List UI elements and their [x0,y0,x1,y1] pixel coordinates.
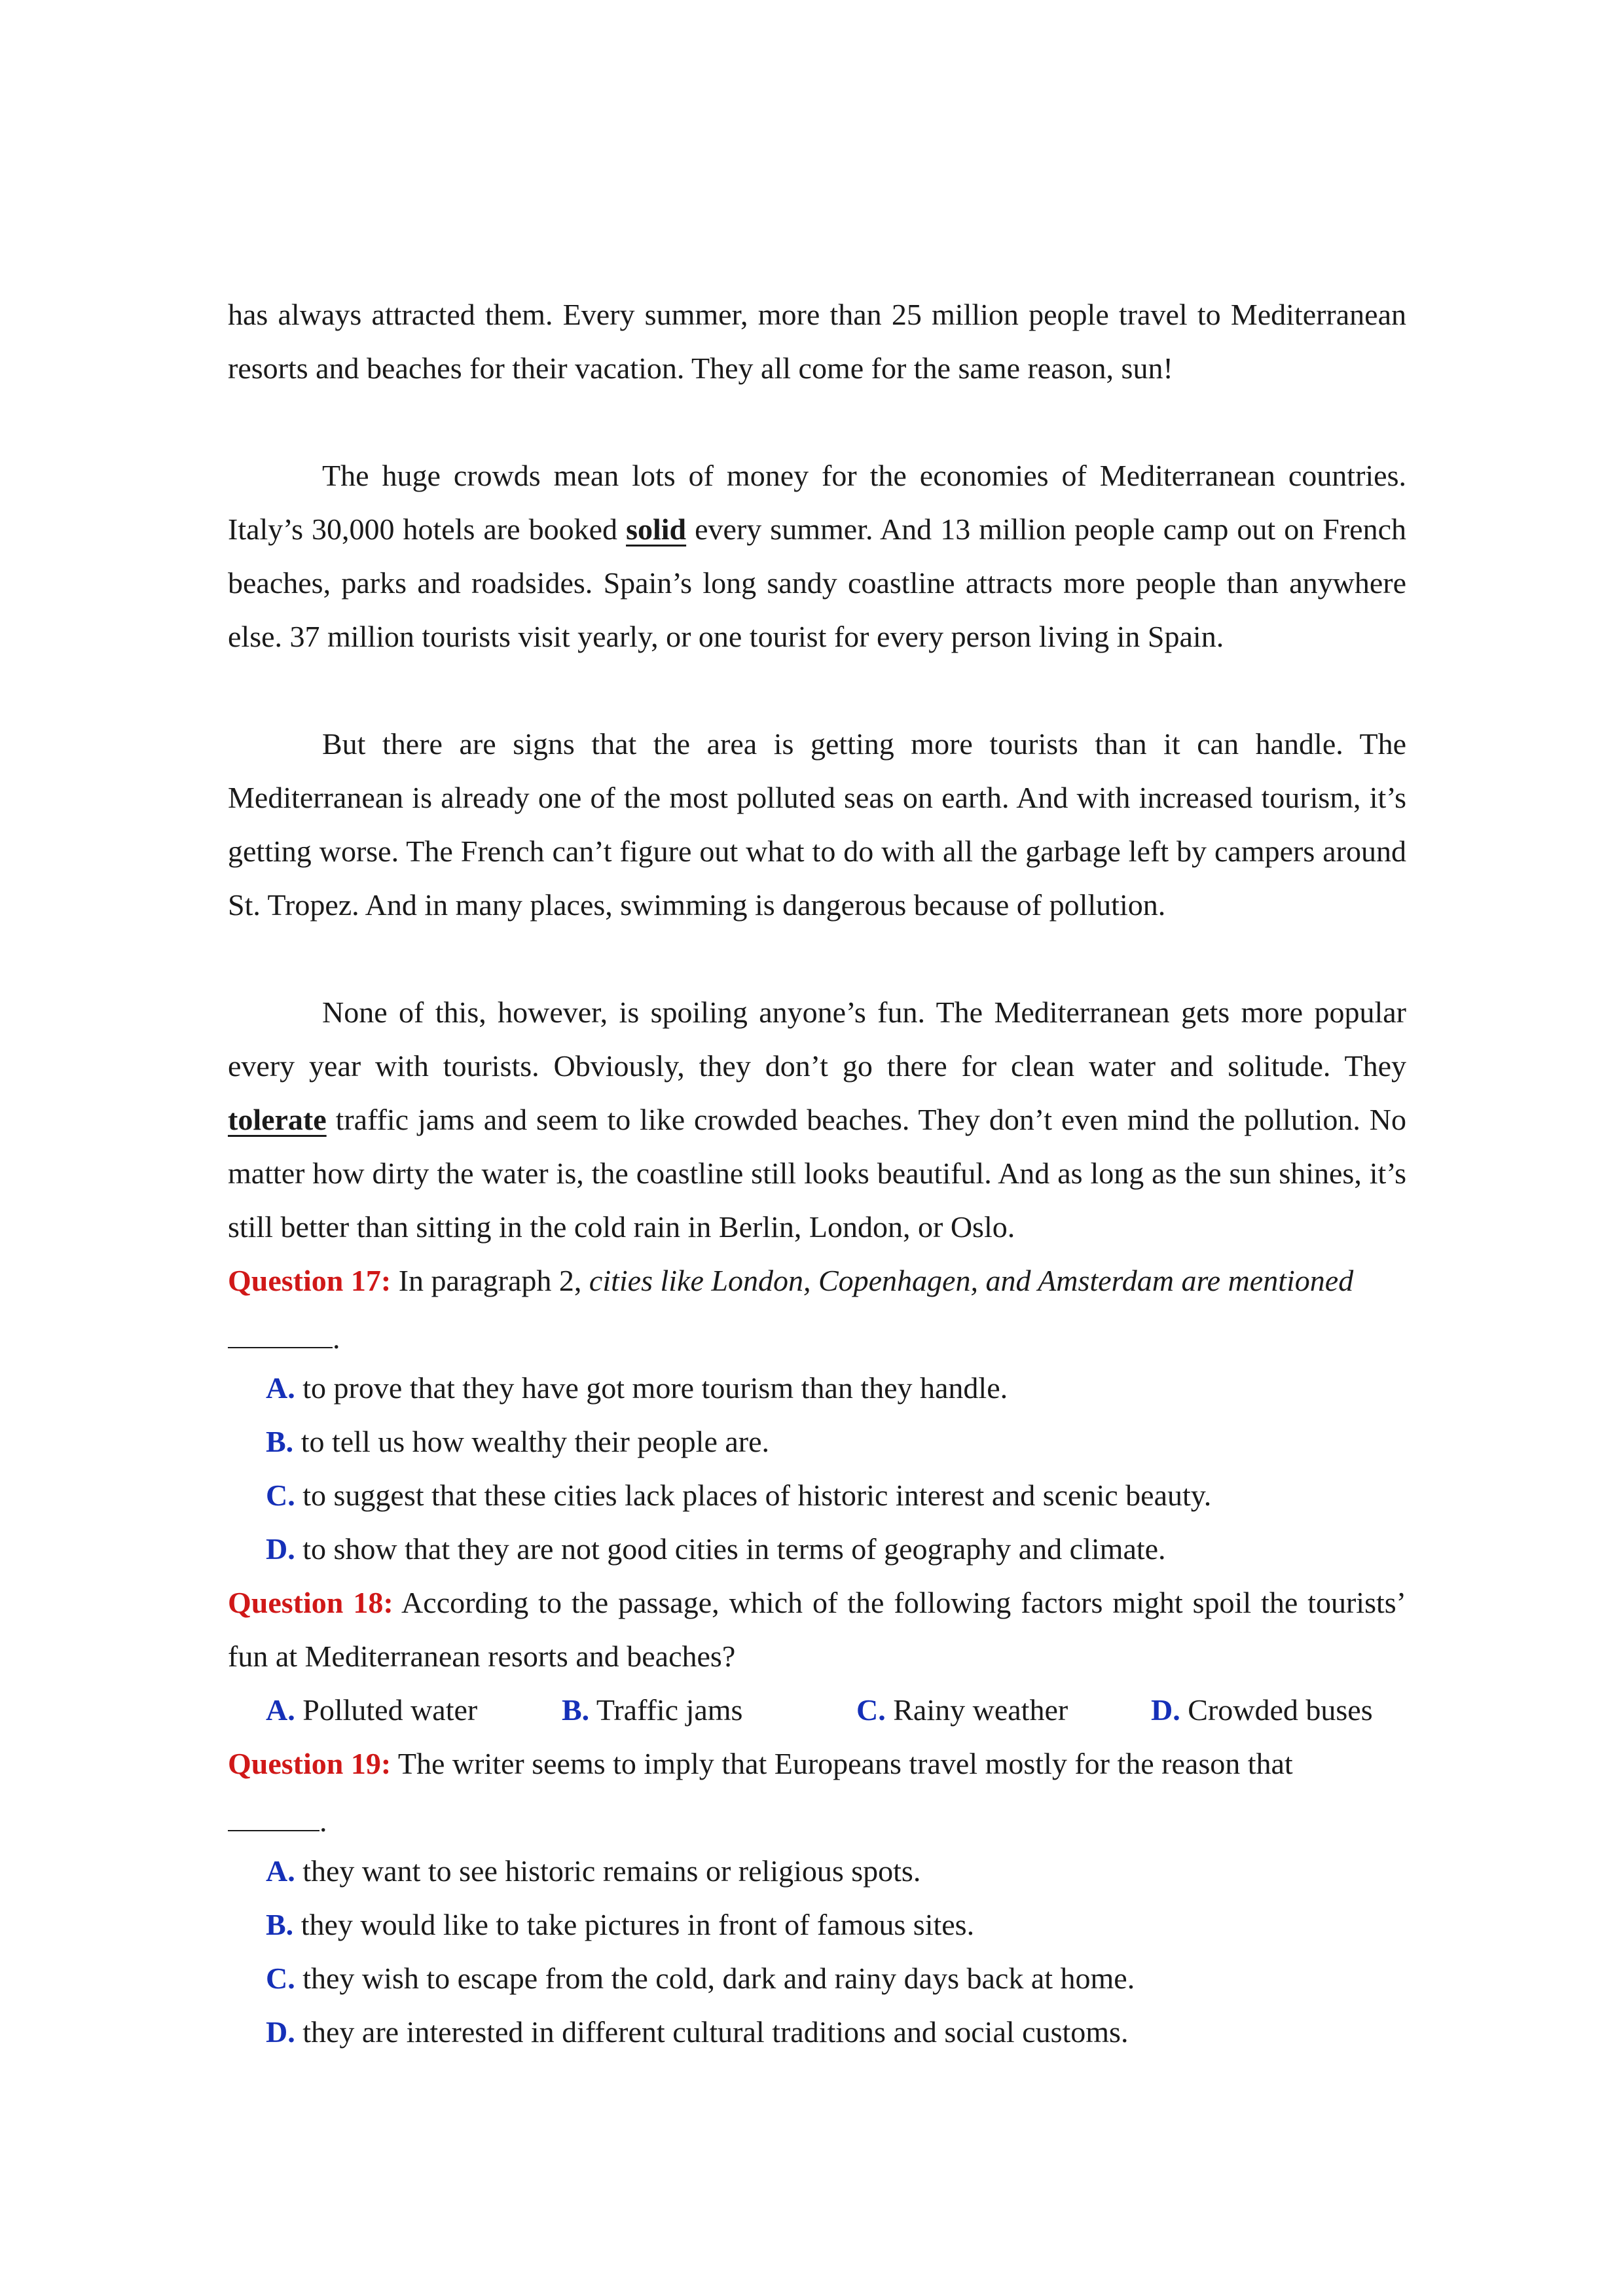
option-letter: A. [266,1371,295,1405]
question-label: Question 19: [228,1747,392,1780]
keyword-tolerate: tolerate [228,1103,327,1136]
question-label: Question 18: [228,1586,393,1619]
option-letter: B. [562,1693,590,1727]
option-letter: B. [266,1908,294,1941]
passage-paragraph-2 [228,449,1406,664]
question-17-option-c[interactable] [228,1469,1406,1522]
question-19-blank-line [228,1791,1406,1844]
option-letter: C. [266,1962,295,1995]
paragraph-gap [228,932,1406,986]
option-text: to prove that they have got more tourism than they handle. [295,1371,1008,1405]
paragraph-text: every summer. And 13 million people camp out on French beaches, parks and roadsides. Spain’s long sandy coastline attracts more people than anywhere else. 37 million tourists visit yearly, or one tourist for every person living in Spain. [228,512,1406,653]
answer-blank [228,1308,333,1348]
option-text: they are interested in different cultural traditions and social customs. [295,2015,1129,2049]
question-17-blank-line [228,1308,1406,1361]
blank-terminator: . [319,1804,327,1838]
question-19-option-d[interactable] [228,2005,1406,2059]
paragraph-gap [228,395,1406,449]
passage-paragraph-3: But there are signs that the area is getting more tourists than it can handle. The Mediterranean is already one of the most polluted seas on earth. And with increased tourism, it’s getting worse. The French can’t figure out what to do with all the garbage left by campers around St. Tropez. And in many places, swimming is dangerous because of pollution. [228,727,1406,922]
option-text: they wish to escape from the cold, dark and rainy days back at home. [295,1962,1135,1995]
option-letter: D. [266,2015,295,2049]
option-text: they would like to take pictures in front of famous sites. [293,1908,975,1941]
document-page [228,288,1406,2059]
question-19-option-a[interactable] [228,1844,1406,1898]
paragraph-text: traffic jams and seem to like crowded beaches. They don’t even mind the pollution. No matter how dirty the water is, the coastline still looks beautiful. And as long as the sun shines, it’s still better than sitting in the cold rain in Berlin, London, or Oslo. [228,1103,1406,1244]
passage-paragraph-1: has always attracted them. Every summer, more than 25 million people travel to Mediterranean resorts and beaches for their vacation. They all come for the same reason, sun! [228,298,1406,385]
question-label: Question 17: [228,1264,392,1297]
question-text-italic: cities like London, Copenhagen, and Amsterdam are mentioned [589,1264,1354,1297]
question-19-option-b[interactable] [228,1898,1406,1952]
question-text: The writer seems to imply that Europeans travel mostly for the reason that [391,1747,1293,1780]
question-text: In paragraph 2, [391,1264,589,1297]
option-letter: A. [266,1693,295,1727]
option-text: to suggest that these cities lack places of historic interest and scenic beauty. [295,1479,1212,1512]
question-18-stem [228,1576,1406,1683]
option-text: Polluted water [295,1693,478,1727]
blank-terminator: . [333,1321,340,1355]
question-18-option-d[interactable] [1151,1683,1373,1737]
option-text: to show that they are not good cities in terms of geography and climate. [295,1532,1166,1566]
question-text: According to the passage, which of the following factors might spoil the tourists’ fun at Mediterranean resorts and beaches? [228,1586,1406,1673]
question-17-option-a[interactable] [228,1361,1406,1415]
question-17-option-b[interactable] [228,1415,1406,1469]
option-letter: B. [266,1425,294,1458]
option-text: they want to see historic remains or religious spots. [295,1854,921,1888]
option-letter: D. [266,1532,295,1566]
question-18-options-row [228,1683,1406,1737]
question-18-option-a[interactable] [266,1683,562,1737]
option-letter: D. [1151,1693,1180,1727]
keyword-solid: solid [626,512,687,546]
paragraph-text: The huge crowds mean lots of money for the economies of Mediterranean countries. Italy’s 30,000 hotels are booked [228,459,1406,546]
question-17-stem [228,1254,1406,1308]
option-text: Crowded buses [1180,1693,1373,1727]
question-19-option-c[interactable] [228,1952,1406,2005]
passage-paragraph-4 [228,986,1406,1254]
question-18-option-c[interactable] [856,1683,1151,1737]
option-letter: A. [266,1854,295,1888]
question-19-stem [228,1737,1406,1791]
question-17-option-d[interactable] [228,1522,1406,1576]
option-text: Traffic jams [589,1693,743,1727]
answer-blank [228,1791,319,1831]
question-18-option-b[interactable] [562,1683,856,1737]
option-letter: C. [266,1479,295,1512]
paragraph-text: None of this, however, is spoiling anyone’s fun. The Mediterranean gets more popular every year with tourists. Obviously, they don’t go there for clean water and solitude. They [228,996,1406,1083]
option-text: Rainy weather [885,1693,1068,1727]
paragraph-gap [228,664,1406,717]
option-letter: C. [856,1693,886,1727]
option-text: to tell us how wealthy their people are. [293,1425,770,1458]
